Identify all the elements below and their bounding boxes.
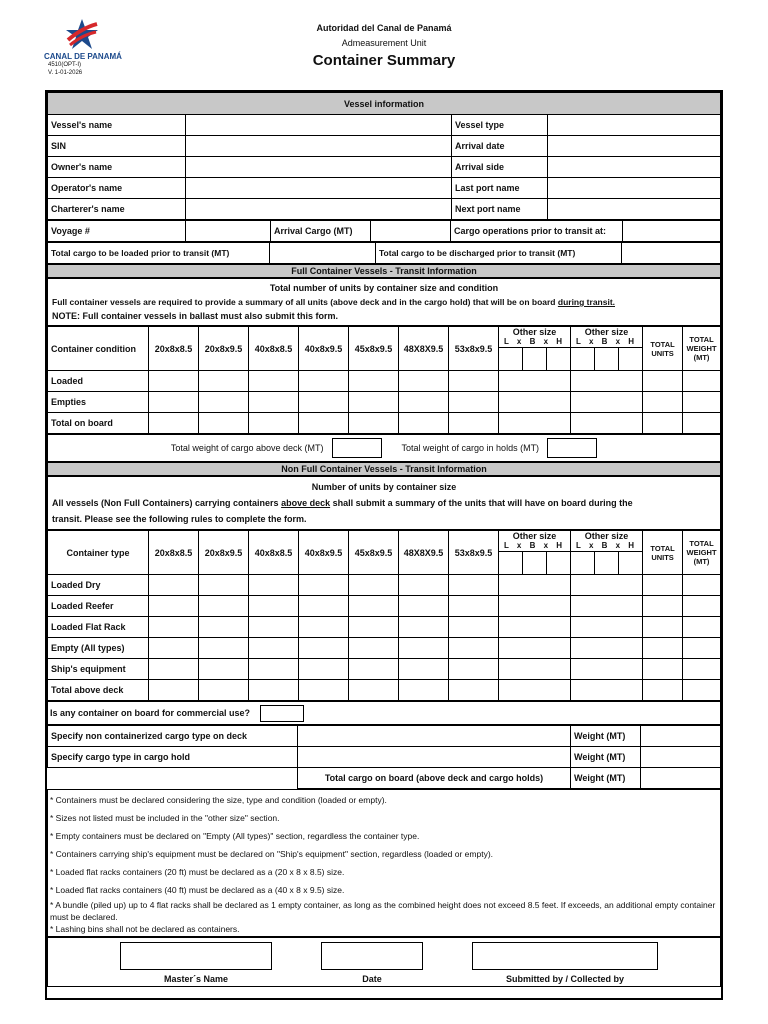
entry-cell[interactable] [683, 596, 721, 617]
size-header-3: 40x8x8.5 [249, 327, 299, 371]
submitted-by-field[interactable] [472, 942, 658, 970]
master-name-label: Master´s Name [163, 974, 229, 984]
entry-cell[interactable] [249, 596, 299, 617]
instructions-notes [47, 789, 721, 937]
entry-cell[interactable] [499, 680, 571, 701]
entry-cell[interactable] [643, 596, 683, 617]
entry-cell[interactable] [349, 413, 399, 434]
arrival-date-label: Arrival date [452, 136, 548, 157]
commercial-use-question: Is any container on board for commercial use? [50, 708, 251, 718]
other-size-header-b [571, 327, 643, 348]
total-cargo-table [47, 242, 721, 264]
entry-cell[interactable] [149, 617, 199, 638]
full-intro-text: Full container vessels are required to provide a summary of all units (above deck and in the cargo hold) that will be on board [52, 297, 556, 307]
total-loaded-field[interactable] [270, 243, 376, 264]
other-dim-cell[interactable] [523, 551, 547, 574]
next-port-label: Next port name [452, 199, 548, 220]
last-port-label: Last port name [452, 178, 548, 199]
entry-cell[interactable] [571, 659, 643, 680]
size-header-2: 20x8x9.5 [199, 327, 249, 371]
hold-cargo-label: Specify cargo type in cargo hold [48, 747, 298, 768]
table-row [48, 617, 721, 638]
entry-cell[interactable] [571, 392, 643, 413]
other-size-label-b: Other size [584, 327, 629, 338]
entry-cell[interactable] [349, 617, 399, 638]
entry-cell[interactable] [449, 371, 499, 392]
total-weight-header: TOTAL WEIGHT (MT) [683, 327, 721, 371]
nonfull-section-subtitle: Number of units by container size [311, 482, 457, 492]
entry-cell[interactable] [299, 617, 349, 638]
size-header-1: 20x8x8.5 [149, 531, 199, 575]
entry-cell[interactable] [683, 638, 721, 659]
cargo-spec-table [47, 725, 721, 789]
weight-label-3: Weight (MT) [571, 768, 641, 789]
entry-cell[interactable] [299, 392, 349, 413]
size-header-6: 48X8X9.5 [399, 327, 449, 371]
weight-label-2: Weight (MT) [571, 747, 641, 768]
size-header-4: 40x8x9.5 [299, 327, 349, 371]
note-item: * Loaded flat racks containers (20 ft) must be declared as a (20 x 8 x 8.5) size. [50, 867, 345, 877]
entry-cell[interactable] [683, 680, 721, 701]
owner-name-label: Owner's name [48, 157, 186, 178]
size-header-3: 40x8x8.5 [249, 531, 299, 575]
other-size-dims-a: L x B x H [503, 337, 566, 347]
full-section-subtitle: Total number of units by container size and condition [269, 283, 499, 293]
row-label-loaded-flat-rack: Loaded Flat Rack [48, 617, 149, 638]
entry-cell[interactable] [449, 575, 499, 596]
entry-cell[interactable] [299, 596, 349, 617]
entry-cell[interactable] [249, 413, 299, 434]
full-container-table [47, 326, 721, 434]
arrival-cargo-label: Arrival Cargo (MT) [271, 221, 371, 242]
row-label-loaded-dry: Loaded Dry [48, 575, 149, 596]
entry-cell[interactable] [643, 575, 683, 596]
voyage-table [47, 220, 721, 242]
sin-label: SIN [48, 136, 186, 157]
container-type-header: Container type [48, 531, 149, 575]
commercial-use-row [47, 701, 721, 725]
table-row [48, 371, 721, 392]
weight-in-holds-field[interactable] [547, 438, 597, 458]
entry-cell[interactable] [349, 575, 399, 596]
weight-above-deck-label: Total weight of cargo above deck (MT) [170, 443, 324, 453]
other-size-label-a: Other size [512, 327, 557, 338]
other-dim-cell[interactable] [619, 347, 643, 370]
charterer-name-field[interactable] [186, 199, 452, 220]
entry-cell[interactable] [299, 575, 349, 596]
other-size-dims-b: L x B x H [576, 337, 638, 347]
entry-cell[interactable] [399, 617, 449, 638]
entry-cell[interactable] [249, 617, 299, 638]
entry-cell[interactable] [449, 617, 499, 638]
entry-cell[interactable] [683, 575, 721, 596]
weight-above-deck-field[interactable] [332, 438, 382, 458]
weight-field-2[interactable] [641, 747, 721, 768]
entry-cell[interactable] [299, 638, 349, 659]
total-units-header: TOTAL UNITS [643, 531, 683, 575]
operator-name-field[interactable] [186, 178, 452, 199]
weight-field-1[interactable] [641, 726, 721, 747]
entry-cell[interactable] [449, 392, 499, 413]
entry-cell[interactable] [199, 575, 249, 596]
nonfull-intro-c: transit. Please see the following rules to complete the form. [52, 514, 307, 524]
table-row [48, 392, 721, 413]
total-weight-header: TOTAL WEIGHT (MT) [683, 531, 721, 575]
entry-cell[interactable] [399, 413, 449, 434]
entry-cell[interactable] [683, 617, 721, 638]
total-loaded-label: Total cargo to be loaded prior to transit (MT) [48, 243, 270, 264]
entry-cell[interactable] [399, 680, 449, 701]
size-header-1: 20x8x8.5 [149, 327, 199, 371]
entry-cell[interactable] [299, 371, 349, 392]
owner-name-field[interactable] [186, 157, 452, 178]
entry-cell[interactable] [399, 638, 449, 659]
note-item: * A bundle (piled up) up to 4 flat racks shall be declared as 1 empty container, as long as the combined height does not exceed 8.5 feet. If exceeds, an additional empty container must be declared. [50, 900, 716, 922]
entry-cell[interactable] [399, 371, 449, 392]
full-intro-underlined: during transit. [557, 297, 616, 307]
size-header-5: 45x8x9.5 [349, 327, 399, 371]
entry-cell[interactable] [683, 659, 721, 680]
entry-cell[interactable] [199, 413, 249, 434]
org-name: Autoridad del Canal de Panamá [316, 23, 452, 33]
entry-cell[interactable] [299, 413, 349, 434]
other-dim-cell[interactable] [619, 551, 643, 574]
other-size-dims-c: L x B x H [503, 541, 566, 551]
vessel-info-table [47, 92, 721, 220]
entry-cell[interactable] [399, 659, 449, 680]
vessel-name-label: Vessel's name [48, 115, 186, 136]
note-item: * Containers carrying ship's equipment must be declared on "Ship's equipment" section, regardless (loaded or empty). [50, 849, 494, 859]
other-dim-cell[interactable] [571, 551, 595, 574]
entry-cell[interactable] [399, 392, 449, 413]
full-section-requirement [52, 295, 716, 309]
table-row [48, 659, 721, 680]
size-header-7: 53x8x9.5 [449, 531, 499, 575]
entry-cell[interactable] [499, 659, 571, 680]
table-row [48, 680, 721, 701]
note-item: * Containers must be declared considering the size, type and condition (loaded or empty). [50, 795, 387, 805]
entry-cell[interactable] [349, 680, 399, 701]
weight-in-holds-label: Total weight of cargo in holds (MT) [401, 443, 540, 453]
other-dim-cell[interactable] [595, 551, 619, 574]
entry-cell[interactable] [643, 638, 683, 659]
nonfull-intro-b: shall submit a summary of the units that will have on board during the [332, 498, 633, 508]
entry-cell[interactable] [643, 413, 683, 434]
entry-cell[interactable] [199, 371, 249, 392]
operator-name-label: Operator's name [48, 178, 186, 199]
entry-cell[interactable] [499, 392, 571, 413]
entry-cell[interactable] [349, 371, 399, 392]
noncontainer-cargo-field[interactable] [298, 726, 571, 747]
entry-cell[interactable] [199, 596, 249, 617]
size-header-4: 40x8x9.5 [299, 531, 349, 575]
entry-cell[interactable] [249, 392, 299, 413]
note-item: * Loaded flat racks containers (40 ft) must be declared as a (40 x 8 x 9.5) size. [50, 885, 345, 895]
entry-cell[interactable] [571, 617, 643, 638]
row-label-loaded-reefer: Loaded Reefer [48, 596, 149, 617]
entry-cell[interactable] [449, 638, 499, 659]
entry-cell[interactable] [249, 680, 299, 701]
last-port-field[interactable] [548, 178, 721, 199]
table-row [48, 596, 721, 617]
container-condition-header: Container condition [48, 327, 149, 371]
entry-cell[interactable] [199, 638, 249, 659]
entry-cell[interactable] [449, 680, 499, 701]
other-size-dims-d: L x B x H [576, 541, 638, 551]
entry-cell[interactable] [571, 575, 643, 596]
entry-cell[interactable] [149, 680, 199, 701]
date-label: Date [362, 974, 382, 984]
row-label-ships-equipment: Ship's equipment [48, 659, 149, 680]
other-dim-cell[interactable] [499, 551, 523, 574]
entry-cell[interactable] [249, 659, 299, 680]
other-size-header-c [499, 531, 571, 552]
vessel-type-label: Vessel type [452, 115, 548, 136]
entry-cell[interactable] [683, 413, 721, 434]
arrival-cargo-field[interactable] [371, 221, 451, 242]
entry-cell[interactable] [199, 680, 249, 701]
vessel-section-title: Vessel information [48, 93, 721, 115]
entry-cell[interactable] [299, 659, 349, 680]
other-dim-cell[interactable] [499, 347, 523, 370]
entry-cell[interactable] [199, 392, 249, 413]
entry-cell[interactable] [149, 659, 199, 680]
table-row [48, 575, 721, 596]
voyage-label: Voyage # [48, 221, 186, 242]
next-port-field[interactable] [548, 199, 721, 220]
total-units-header: TOTAL UNITS [643, 327, 683, 371]
submitted-by-label: Submitted by / Collected by [505, 974, 624, 984]
total-discharged-label: Total cargo to be discharged prior to transit (MT) [376, 243, 622, 264]
signature-area [47, 937, 721, 987]
entry-cell[interactable] [349, 392, 399, 413]
date-field[interactable] [321, 942, 423, 970]
form-code: 4510(OPT-I) [48, 62, 82, 68]
nonfull-section-title: Non Full Container Vessels - Transit Information [47, 462, 721, 476]
entry-cell[interactable] [643, 617, 683, 638]
entry-cell[interactable] [643, 680, 683, 701]
table-row [48, 638, 721, 659]
note-item: * Lashing bins shall not be declared as containers. [50, 924, 240, 934]
entry-cell[interactable] [149, 371, 199, 392]
entry-cell[interactable] [249, 638, 299, 659]
note-item: * Empty containers must be declared on "Empty (All types)" section, regardless the container type. [50, 831, 420, 841]
voyage-field[interactable] [186, 221, 271, 242]
entry-cell[interactable] [349, 659, 399, 680]
entry-cell[interactable] [349, 596, 399, 617]
hold-cargo-field[interactable] [298, 747, 571, 768]
nonfull-container-table [47, 530, 721, 701]
entry-cell[interactable] [683, 371, 721, 392]
size-header-6: 48X8X9.5 [399, 531, 449, 575]
entry-cell[interactable] [499, 638, 571, 659]
sin-field[interactable] [186, 136, 452, 157]
vessel-type-field[interactable] [548, 115, 721, 136]
entry-cell[interactable] [571, 680, 643, 701]
other-dim-cell[interactable] [523, 347, 547, 370]
entry-cell[interactable] [449, 413, 499, 434]
weight-field-3[interactable] [641, 768, 721, 789]
other-dim-cell[interactable] [595, 347, 619, 370]
logo-name: CANAL DE PANAMÁ [44, 52, 122, 61]
entry-cell[interactable] [149, 413, 199, 434]
entry-cell[interactable] [499, 617, 571, 638]
entry-cell[interactable] [299, 680, 349, 701]
total-discharged-field[interactable] [622, 243, 721, 264]
master-name-field[interactable] [120, 942, 272, 970]
other-dim-cell[interactable] [547, 347, 571, 370]
table-row [48, 413, 721, 434]
other-size-label-d: Other size [584, 531, 629, 542]
entry-cell[interactable] [149, 392, 199, 413]
arrival-side-label: Arrival side [452, 157, 548, 178]
entry-cell[interactable] [571, 371, 643, 392]
row-label-total-above-deck: Total above deck [48, 680, 149, 701]
form-version: V. 1-01-2026 [48, 70, 83, 76]
nonfull-intro-a: All vessels (Non Full Containers) carrying containers [52, 498, 279, 508]
other-size-label-c: Other size [512, 531, 557, 542]
note-item: * Sizes not listed must be included in the "other size" section. [50, 813, 280, 823]
entry-cell[interactable] [149, 638, 199, 659]
nonfull-intro-underlined: above deck [281, 498, 331, 508]
arrival-side-field[interactable] [548, 157, 721, 178]
entry-cell[interactable] [643, 392, 683, 413]
weight-label-1: Weight (MT) [571, 726, 641, 747]
nonfull-intro-line [52, 495, 716, 511]
entry-cell[interactable] [399, 575, 449, 596]
size-header-7: 53x8x9.5 [449, 327, 499, 371]
total-on-board-label: Total cargo on board (above deck and cargo holds) [298, 768, 571, 789]
entry-cell[interactable] [449, 659, 499, 680]
cargo-ops-field[interactable] [623, 221, 721, 242]
entry-cell[interactable] [499, 413, 571, 434]
entry-cell[interactable] [499, 575, 571, 596]
entry-cell[interactable] [199, 659, 249, 680]
page-title: Container Summary [312, 52, 456, 69]
entry-cell[interactable] [499, 596, 571, 617]
entry-cell[interactable] [199, 617, 249, 638]
unit-name: Admeasurement Unit [341, 38, 427, 48]
container-summary-form [45, 90, 723, 1000]
noncontainer-cargo-label: Specify non containerized cargo type on deck [48, 726, 298, 747]
row-label-empties: Empties [48, 392, 149, 413]
form-header [0, 0, 768, 90]
full-section-title: Full Container Vessels - Transit Information [47, 264, 721, 278]
full-section-note: NOTE: Full container vessels in ballast must also submit this form. [52, 311, 339, 321]
blank-cell [48, 768, 298, 789]
other-dim-cell[interactable] [547, 551, 571, 574]
entry-cell[interactable] [149, 596, 199, 617]
entry-cell[interactable] [249, 371, 299, 392]
entry-cell[interactable] [643, 371, 683, 392]
entry-cell[interactable] [249, 575, 299, 596]
charterer-name-label: Charterer's name [48, 199, 186, 220]
entry-cell[interactable] [449, 596, 499, 617]
row-label-total-on-board: Total on board [48, 413, 149, 434]
size-header-5: 45x8x9.5 [349, 531, 399, 575]
nonfull-section-intro [47, 476, 721, 530]
commercial-use-field[interactable] [260, 705, 304, 722]
other-size-header-a [499, 327, 571, 348]
other-dim-cell[interactable] [571, 347, 595, 370]
entry-cell[interactable] [571, 596, 643, 617]
size-header-2: 20x8x9.5 [199, 531, 249, 575]
entry-cell[interactable] [399, 596, 449, 617]
entry-cell[interactable] [571, 413, 643, 434]
vessel-name-field[interactable] [186, 115, 452, 136]
entry-cell[interactable] [643, 659, 683, 680]
entry-cell[interactable] [499, 371, 571, 392]
entry-cell[interactable] [683, 392, 721, 413]
row-label-loaded: Loaded [48, 371, 149, 392]
entry-cell[interactable] [571, 638, 643, 659]
full-weight-line [47, 434, 721, 462]
arrival-date-field[interactable] [548, 136, 721, 157]
entry-cell[interactable] [149, 575, 199, 596]
full-section-intro [47, 278, 721, 326]
row-label-empty-all: Empty (All types) [48, 638, 149, 659]
entry-cell[interactable] [349, 638, 399, 659]
cargo-ops-label: Cargo operations prior to transit at: [451, 221, 623, 242]
other-size-header-d [571, 531, 643, 552]
